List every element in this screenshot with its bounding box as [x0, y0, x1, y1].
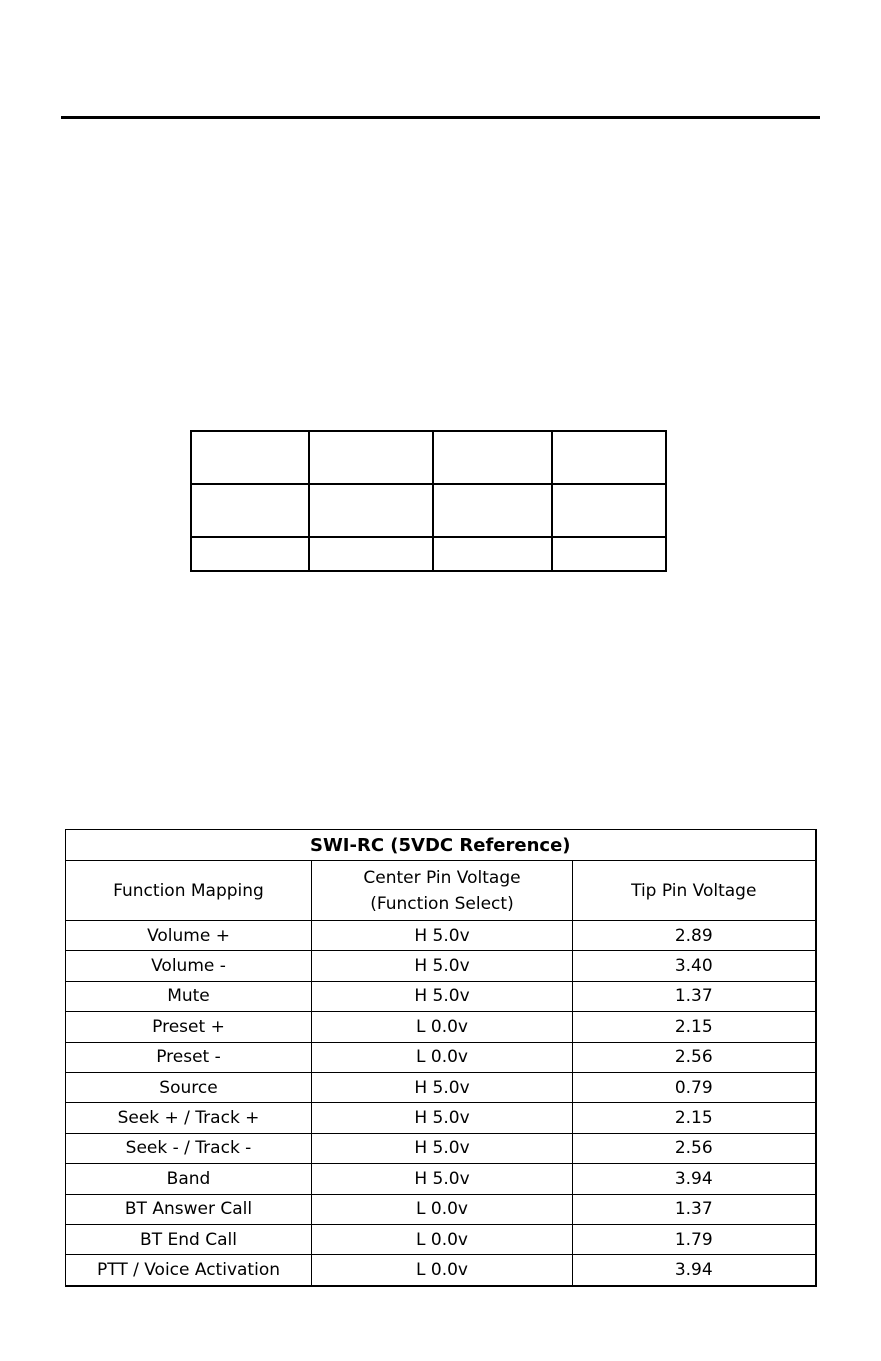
empty-grid-table [190, 430, 667, 572]
empty-cell [433, 484, 552, 537]
empty-cell [191, 484, 309, 537]
function-cell: Preset + [66, 1012, 312, 1042]
empty-cell [433, 431, 552, 484]
table-row [66, 951, 816, 981]
tip-pin-cell: 2.56 [573, 1042, 816, 1072]
table-row [66, 1164, 816, 1194]
function-cell: Source [66, 1072, 312, 1102]
center-pin-cell: H 5.0v [312, 951, 573, 981]
horizontal-rule [61, 116, 820, 119]
center-pin-cell: L 0.0v [312, 1042, 573, 1072]
empty-cell [191, 431, 309, 484]
tip-pin-cell: 1.37 [573, 981, 816, 1011]
function-cell: Seek + / Track + [66, 1103, 312, 1133]
center-pin-cell: H 5.0v [312, 981, 573, 1011]
header-tip-pin-voltage: Tip Pin Voltage [573, 861, 816, 921]
tip-pin-cell: 1.37 [573, 1194, 816, 1224]
tip-pin-cell: 3.40 [573, 951, 816, 981]
table-row [66, 981, 816, 1011]
empty-cell [552, 484, 666, 537]
tip-pin-cell: 3.94 [573, 1255, 816, 1286]
table-row [66, 1255, 816, 1286]
function-cell: BT End Call [66, 1224, 312, 1254]
empty-cell [433, 537, 552, 571]
swi-rc-table [65, 829, 817, 1287]
tip-pin-cell: 2.15 [573, 1012, 816, 1042]
function-cell: BT Answer Call [66, 1194, 312, 1224]
header-function-mapping: Function Mapping [66, 861, 312, 921]
function-cell: Volume - [66, 951, 312, 981]
table-row [66, 1194, 816, 1224]
center-pin-cell: L 0.0v [312, 1224, 573, 1254]
center-pin-cell: H 5.0v [312, 1133, 573, 1163]
empty-cell [309, 537, 433, 571]
function-cell: Band [66, 1164, 312, 1194]
function-cell: Mute [66, 981, 312, 1011]
table-row [66, 1042, 816, 1072]
empty-cell [552, 431, 666, 484]
header-center-line1: Center Pin Voltage [363, 867, 521, 888]
center-pin-cell: H 5.0v [312, 1103, 573, 1133]
tip-pin-cell: 2.15 [573, 1103, 816, 1133]
header-center-line2: (Function Select) [370, 893, 514, 914]
tip-pin-cell: 3.94 [573, 1164, 816, 1194]
center-pin-cell: L 0.0v [312, 1194, 573, 1224]
table-row [66, 1103, 816, 1133]
table-row [66, 921, 816, 951]
empty-cell [309, 484, 433, 537]
function-cell: PTT / Voice Activation [66, 1255, 312, 1286]
table-row [66, 1012, 816, 1042]
center-pin-cell: H 5.0v [312, 921, 573, 951]
tip-pin-cell: 1.79 [573, 1224, 816, 1254]
table-row [66, 1224, 816, 1254]
center-pin-cell: H 5.0v [312, 1072, 573, 1102]
function-cell: Preset - [66, 1042, 312, 1072]
table-row [66, 1072, 816, 1102]
empty-cell [309, 431, 433, 484]
tip-pin-cell: 2.89 [573, 921, 816, 951]
center-pin-cell: L 0.0v [312, 1012, 573, 1042]
empty-cell [552, 537, 666, 571]
tip-pin-cell: 0.79 [573, 1072, 816, 1102]
function-cell: Volume + [66, 921, 312, 951]
center-pin-cell: H 5.0v [312, 1164, 573, 1194]
table-title: SWI-RC (5VDC Reference) [66, 830, 816, 861]
tip-pin-cell: 2.56 [573, 1133, 816, 1163]
function-cell: Seek - / Track - [66, 1133, 312, 1163]
table-row [66, 1133, 816, 1163]
header-center-pin-voltage [312, 861, 573, 921]
center-pin-cell: L 0.0v [312, 1255, 573, 1286]
empty-cell [191, 537, 309, 571]
